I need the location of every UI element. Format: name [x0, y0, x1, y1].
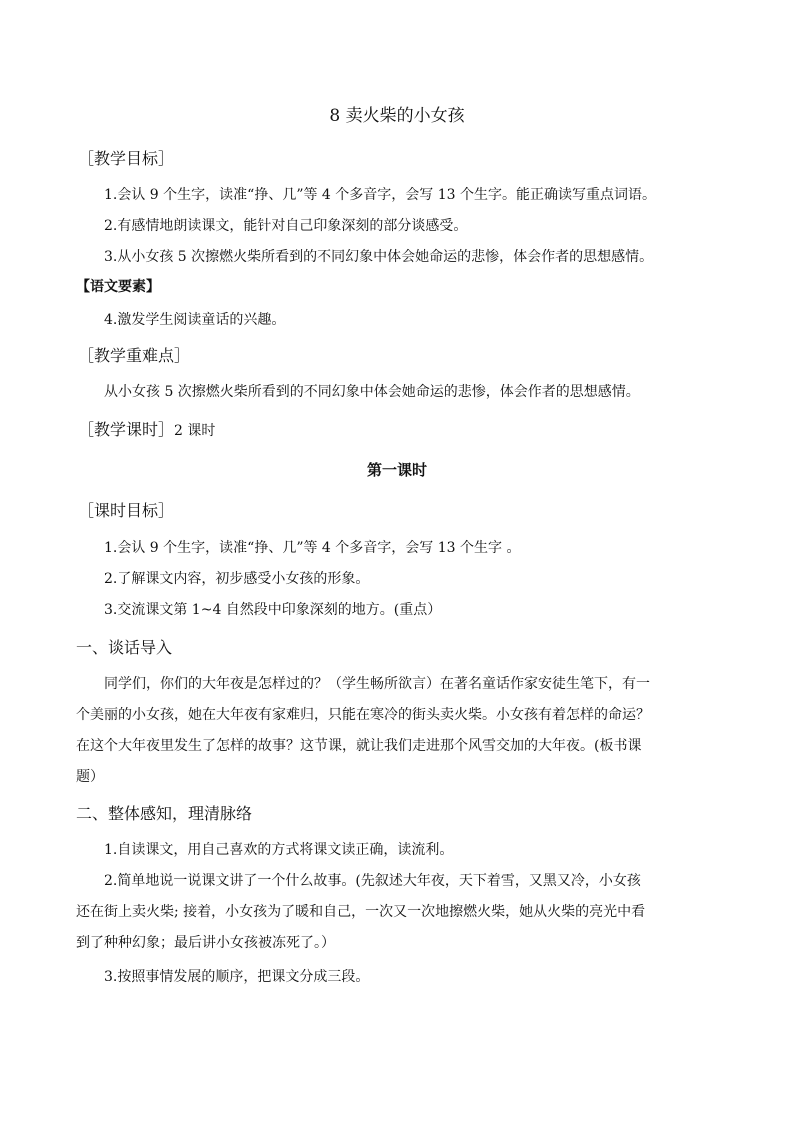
section-2-item-1: 1.自读课文，用自己喜欢的方式将课文读正确，读流利。: [104, 842, 454, 858]
lesson-goals-heading: ［课时目标］: [78, 501, 175, 520]
section-2-item-2-cont: 还在街上卖火柴; 接着，小女孩为了暖和自己，一次又一次地擦燃火柴，她从火柴的亮光中看: [76, 904, 646, 920]
class-hours-heading: ［教学课时］: [78, 420, 175, 439]
section-1-heading: 一、谈话导入: [76, 638, 173, 657]
key-difficult-points-heading: ［教学重难点］: [78, 346, 191, 365]
lesson-goal-1: 1.会认 9 个生字，读准“挣、几”等 4 个多音字，会写 13 个生字 。: [104, 540, 521, 556]
class-hours-row: [78, 422, 215, 438]
teaching-goal-2: 2.有感情地朗读课文，能针对自己印象深刻的部分谈感受。: [104, 218, 468, 234]
teaching-goal-1: 1.会认 9 个生字，读准“挣、几”等 4 个多音字，会写 13 个生字。能正确读写重点词语。: [104, 187, 656, 203]
section-2-item-3: 3.按照事情发展的顺序，把课文分成三段。: [104, 969, 370, 985]
teaching-goal-4: 4.激发学生阅读童话的兴趣。: [104, 312, 286, 328]
teaching-goal-3: 3.从小女孩 5 次擦燃火柴所看到的不同幻象中体会她命运的悲惨，体会作者的思想感情。: [104, 249, 654, 265]
lesson-goal-2: 2.了解课文内容，初步感受小女孩的形象。: [104, 571, 370, 587]
teaching-goals-heading: ［教学目标］: [78, 149, 175, 168]
lesson-title: 8 卖火柴的小女孩: [329, 106, 465, 126]
section-1-line: 个美丽的小女孩，她在大年夜有家难归，只能在寒冷的街头卖火柴。小女孩有着怎样的命运？: [76, 707, 650, 723]
class-hours-value: 2 课时: [174, 423, 216, 439]
key-difficult-points-text: 从小女孩 5 次擦燃火柴所看到的不同幻象中体会她命运的悲惨，体会作者的思想感情。: [104, 384, 640, 400]
section-1-line: 题）: [76, 769, 104, 785]
lesson-goal-3: 3.交流课文第 1~4 自然段中印象深刻的地方。(重点）: [104, 602, 442, 618]
section-2-heading: 二、整体感知，理清脉络: [76, 804, 253, 823]
section-1-line: 同学们，你们的大年夜是怎样过的？（学生畅所欲言）在著名童话作家安徒生笔下，有一: [104, 676, 650, 692]
section-2-item-2: 2.简单地说一说课文讲了一个什么故事。(先叙述大年夜，天下着雪，又黑又冷，小女孩: [104, 873, 641, 889]
language-elements-heading: 【语文要素】: [76, 279, 160, 295]
section-1-line: 在这个大年夜里发生了怎样的故事？这节课，就让我们走进那个风雪交加的大年夜。(板书课: [76, 738, 642, 754]
section-2-item-2-cont: 到了种种幻象；最后讲小女孩被冻死了。）: [76, 935, 335, 951]
first-lesson-heading: 第一课时: [366, 461, 427, 479]
